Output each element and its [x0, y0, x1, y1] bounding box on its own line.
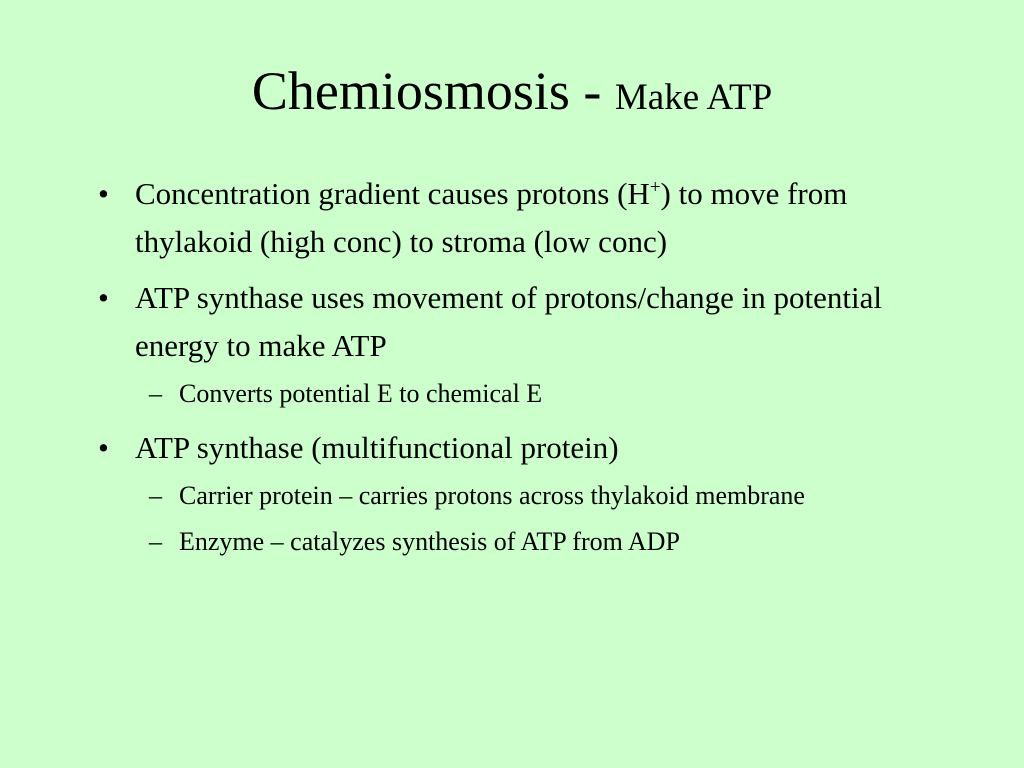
dash-marker: – — [149, 379, 162, 408]
bullet-text: ATP synthase uses movement of protons/change in potential energy to make ATP — [135, 280, 883, 363]
bullet-text: ATP synthase (multifunctional protein) — [135, 430, 619, 465]
bullet-item — [96, 170, 936, 266]
title-main: Chemiosmosis - — [251, 61, 602, 121]
sub-bullet-text: Carrier protein – carries protons across thylakoid membrane — [179, 481, 805, 510]
bullet-marker: • — [98, 176, 109, 211]
bullet-item — [96, 424, 936, 472]
sub-bullet-item — [135, 476, 936, 516]
dash-marker: – — [149, 527, 162, 556]
slide-title — [0, 58, 1024, 131]
sub-bullet-text: Converts potential E to chemical E — [179, 379, 543, 408]
superscript-plus: + — [649, 177, 661, 198]
bullet-marker: • — [98, 280, 109, 315]
bullet-text-part: Concentration gradient causes protons (H — [135, 176, 650, 211]
sub-bullet-text: Enzyme – catalyzes synthesis of ATP from ADP — [179, 527, 680, 556]
title-subtitle: Make ATP — [614, 77, 773, 118]
bullet-marker: • — [98, 430, 109, 465]
sub-bullet-item — [135, 522, 936, 562]
bullet-text-part: ) to move from thylakoid (high conc) to stroma (low conc) — [135, 176, 848, 259]
sub-bullet-item — [135, 374, 936, 414]
bullet-item — [96, 274, 936, 370]
slide-body — [96, 170, 936, 572]
dash-marker: – — [149, 481, 162, 510]
